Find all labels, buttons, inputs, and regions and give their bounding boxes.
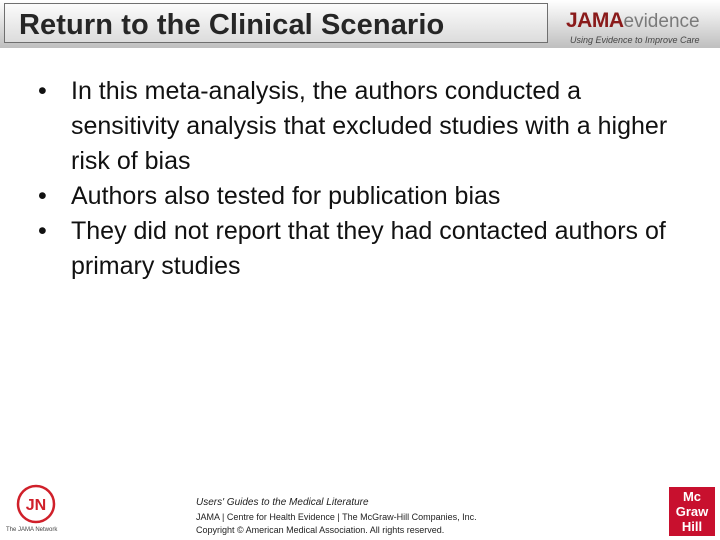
bullet-text: They did not report that they had contacted authors of primary studies bbox=[71, 217, 666, 280]
brand-tagline: Using Evidence to Improve Care bbox=[570, 35, 700, 45]
jama-network-logo bbox=[16, 484, 56, 524]
jama-evidence-logo bbox=[566, 10, 716, 46]
bullet-text: Authors also tested for publication bias bbox=[71, 182, 501, 210]
bullet-marker: • bbox=[38, 77, 47, 105]
brand-name bbox=[566, 10, 700, 33]
mcgraw-hill-line: Mc bbox=[682, 489, 702, 504]
footer-copyright: Copyright © American Medical Association. All rights reserved. bbox=[196, 525, 445, 535]
jn-logo-icon bbox=[16, 484, 56, 524]
bullet-list bbox=[38, 74, 678, 284]
mcgraw-hill-logo bbox=[669, 487, 715, 536]
header-bar bbox=[0, 0, 720, 48]
mcgraw-hill-line: Graw bbox=[675, 504, 709, 519]
bullet-text: In this meta-analysis, the authors conducted a sensitivity analysis that excluded studies with a higher risk of bias bbox=[71, 77, 668, 175]
title-box bbox=[4, 3, 548, 43]
bullet-item bbox=[38, 74, 678, 179]
slide-title: Return to the Clinical Scenario bbox=[19, 9, 445, 41]
bullet-item bbox=[38, 179, 678, 214]
footer-publishers: JAMA | Centre for Health Evidence | The McGraw-Hill Companies, Inc. bbox=[196, 512, 477, 522]
jn-logo-letters: JN bbox=[25, 497, 47, 514]
brand-name-primary: JAMA bbox=[566, 9, 624, 32]
bullet-marker: • bbox=[38, 217, 47, 245]
bullet-marker: • bbox=[38, 182, 47, 210]
mcgraw-hill-line: Hill bbox=[681, 519, 703, 534]
footer bbox=[196, 496, 616, 537]
footer-title: Users' Guides to the Medical Literature bbox=[196, 497, 369, 508]
jn-logo-caption: The JAMA Network bbox=[6, 527, 58, 533]
bullet-item bbox=[38, 214, 678, 284]
brand-name-secondary: evidence bbox=[623, 11, 700, 32]
